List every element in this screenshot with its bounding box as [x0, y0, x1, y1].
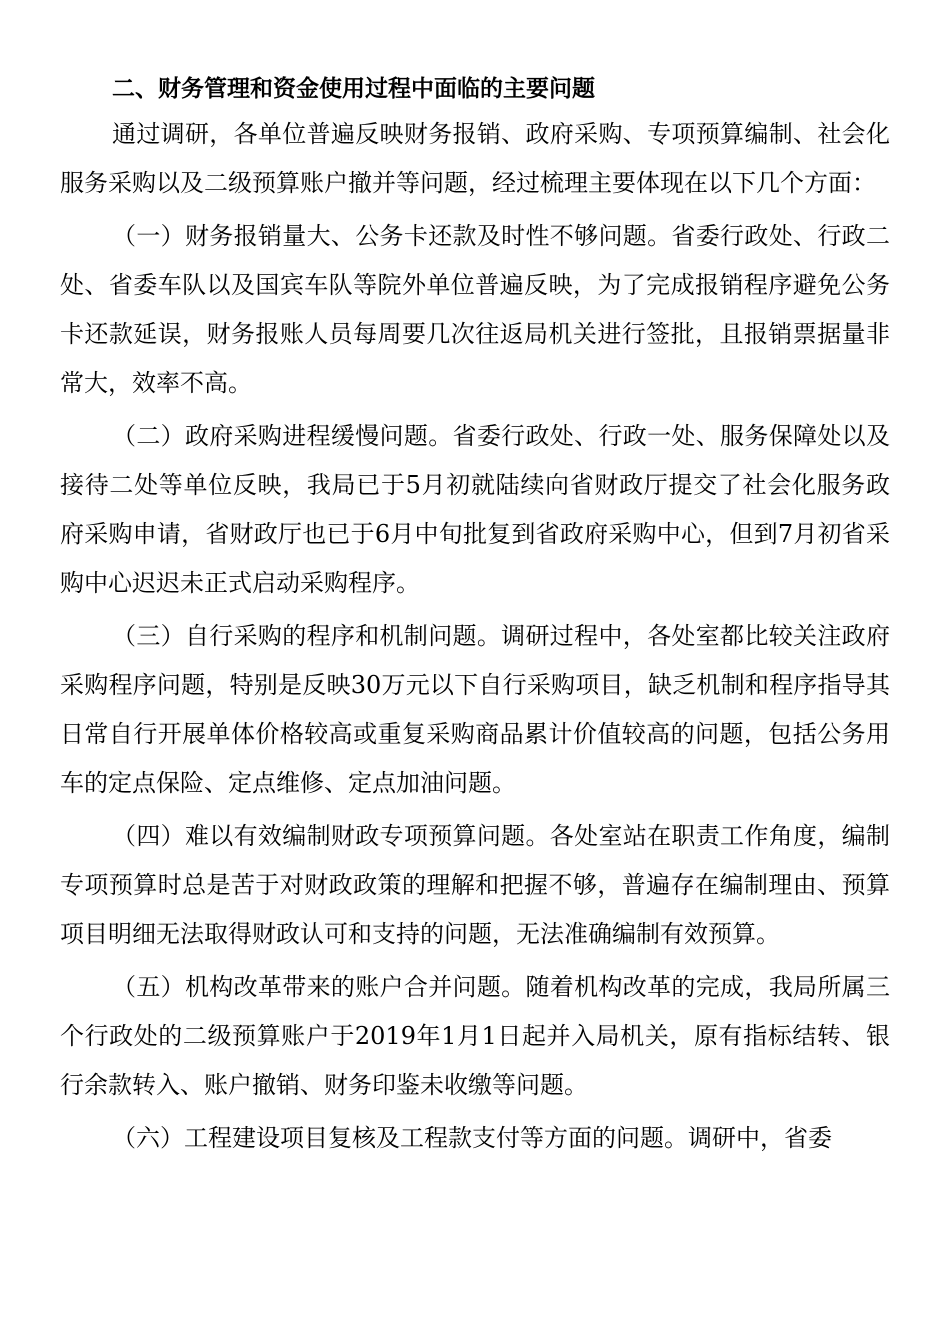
paragraph-item-3: （三）自行采购的程序和机制问题。调研过程中，各处室都比较关注政府采购程序问题，特别是反映30万元以下自行采购项目，缺乏机制和程序指导其日常自行开展单体价格较高或重复采购商品累计价值较高的问题，包括公务用车的定点保险、定点维修、定点加油问题。: [60, 622, 890, 797]
paragraph-item-4: （四）难以有效编制财政专项预算问题。各处室站在职责工作角度，编制专项预算时总是苦于对财政政策的理解和把握不够，普遍存在编制理由、预算项目明细无法取得财政认可和支持的问题，无法准确编制有效预算。: [60, 822, 890, 948]
section-heading: 二、财务管理和资金使用过程中面临的主要问题: [112, 76, 595, 102]
paragraph-item-6: （六）工程建设项目复核及工程款支付等方面的问题。调研中，省委: [112, 1124, 832, 1152]
paragraph-item-1: （一）财务报销量大、公务卡还款及时性不够问题。省委行政处、行政二处、省委车队以及国宾车队等院外单位普遍反映，为了完成报销程序避免公务卡还款延误，财务报账人员每周要几次往返局机关进行签批，且报销票据量非常大，效率不高。: [60, 222, 890, 397]
paragraph-item-5: （五）机构改革带来的账户合并问题。随着机构改革的完成，我局所属三个行政处的二级预算账户于2019年1月1日起并入局机关，原有指标结转、银行余款转入、账户撤销、财务印鉴未收缴等问题。: [60, 973, 890, 1099]
paragraph-item-2: （二）政府采购进程缓慢问题。省委行政处、行政一处、服务保障处以及接待二处等单位反映，我局已于5月初就陆续向省财政厅提交了社会化服务政府采购申请，省财政厅也已于6月中旬批复到省政府采购中心，但到7月初省采购中心迟迟未正式启动采购程序。: [60, 422, 890, 597]
document-body: [60, 70, 890, 1167]
intro-paragraph: 通过调研，各单位普遍反映财务报销、政府采购、专项预算编制、社会化服务采购以及二级预算账户撤并等问题，经过梳理主要体现在以下几个方面：: [60, 120, 890, 197]
